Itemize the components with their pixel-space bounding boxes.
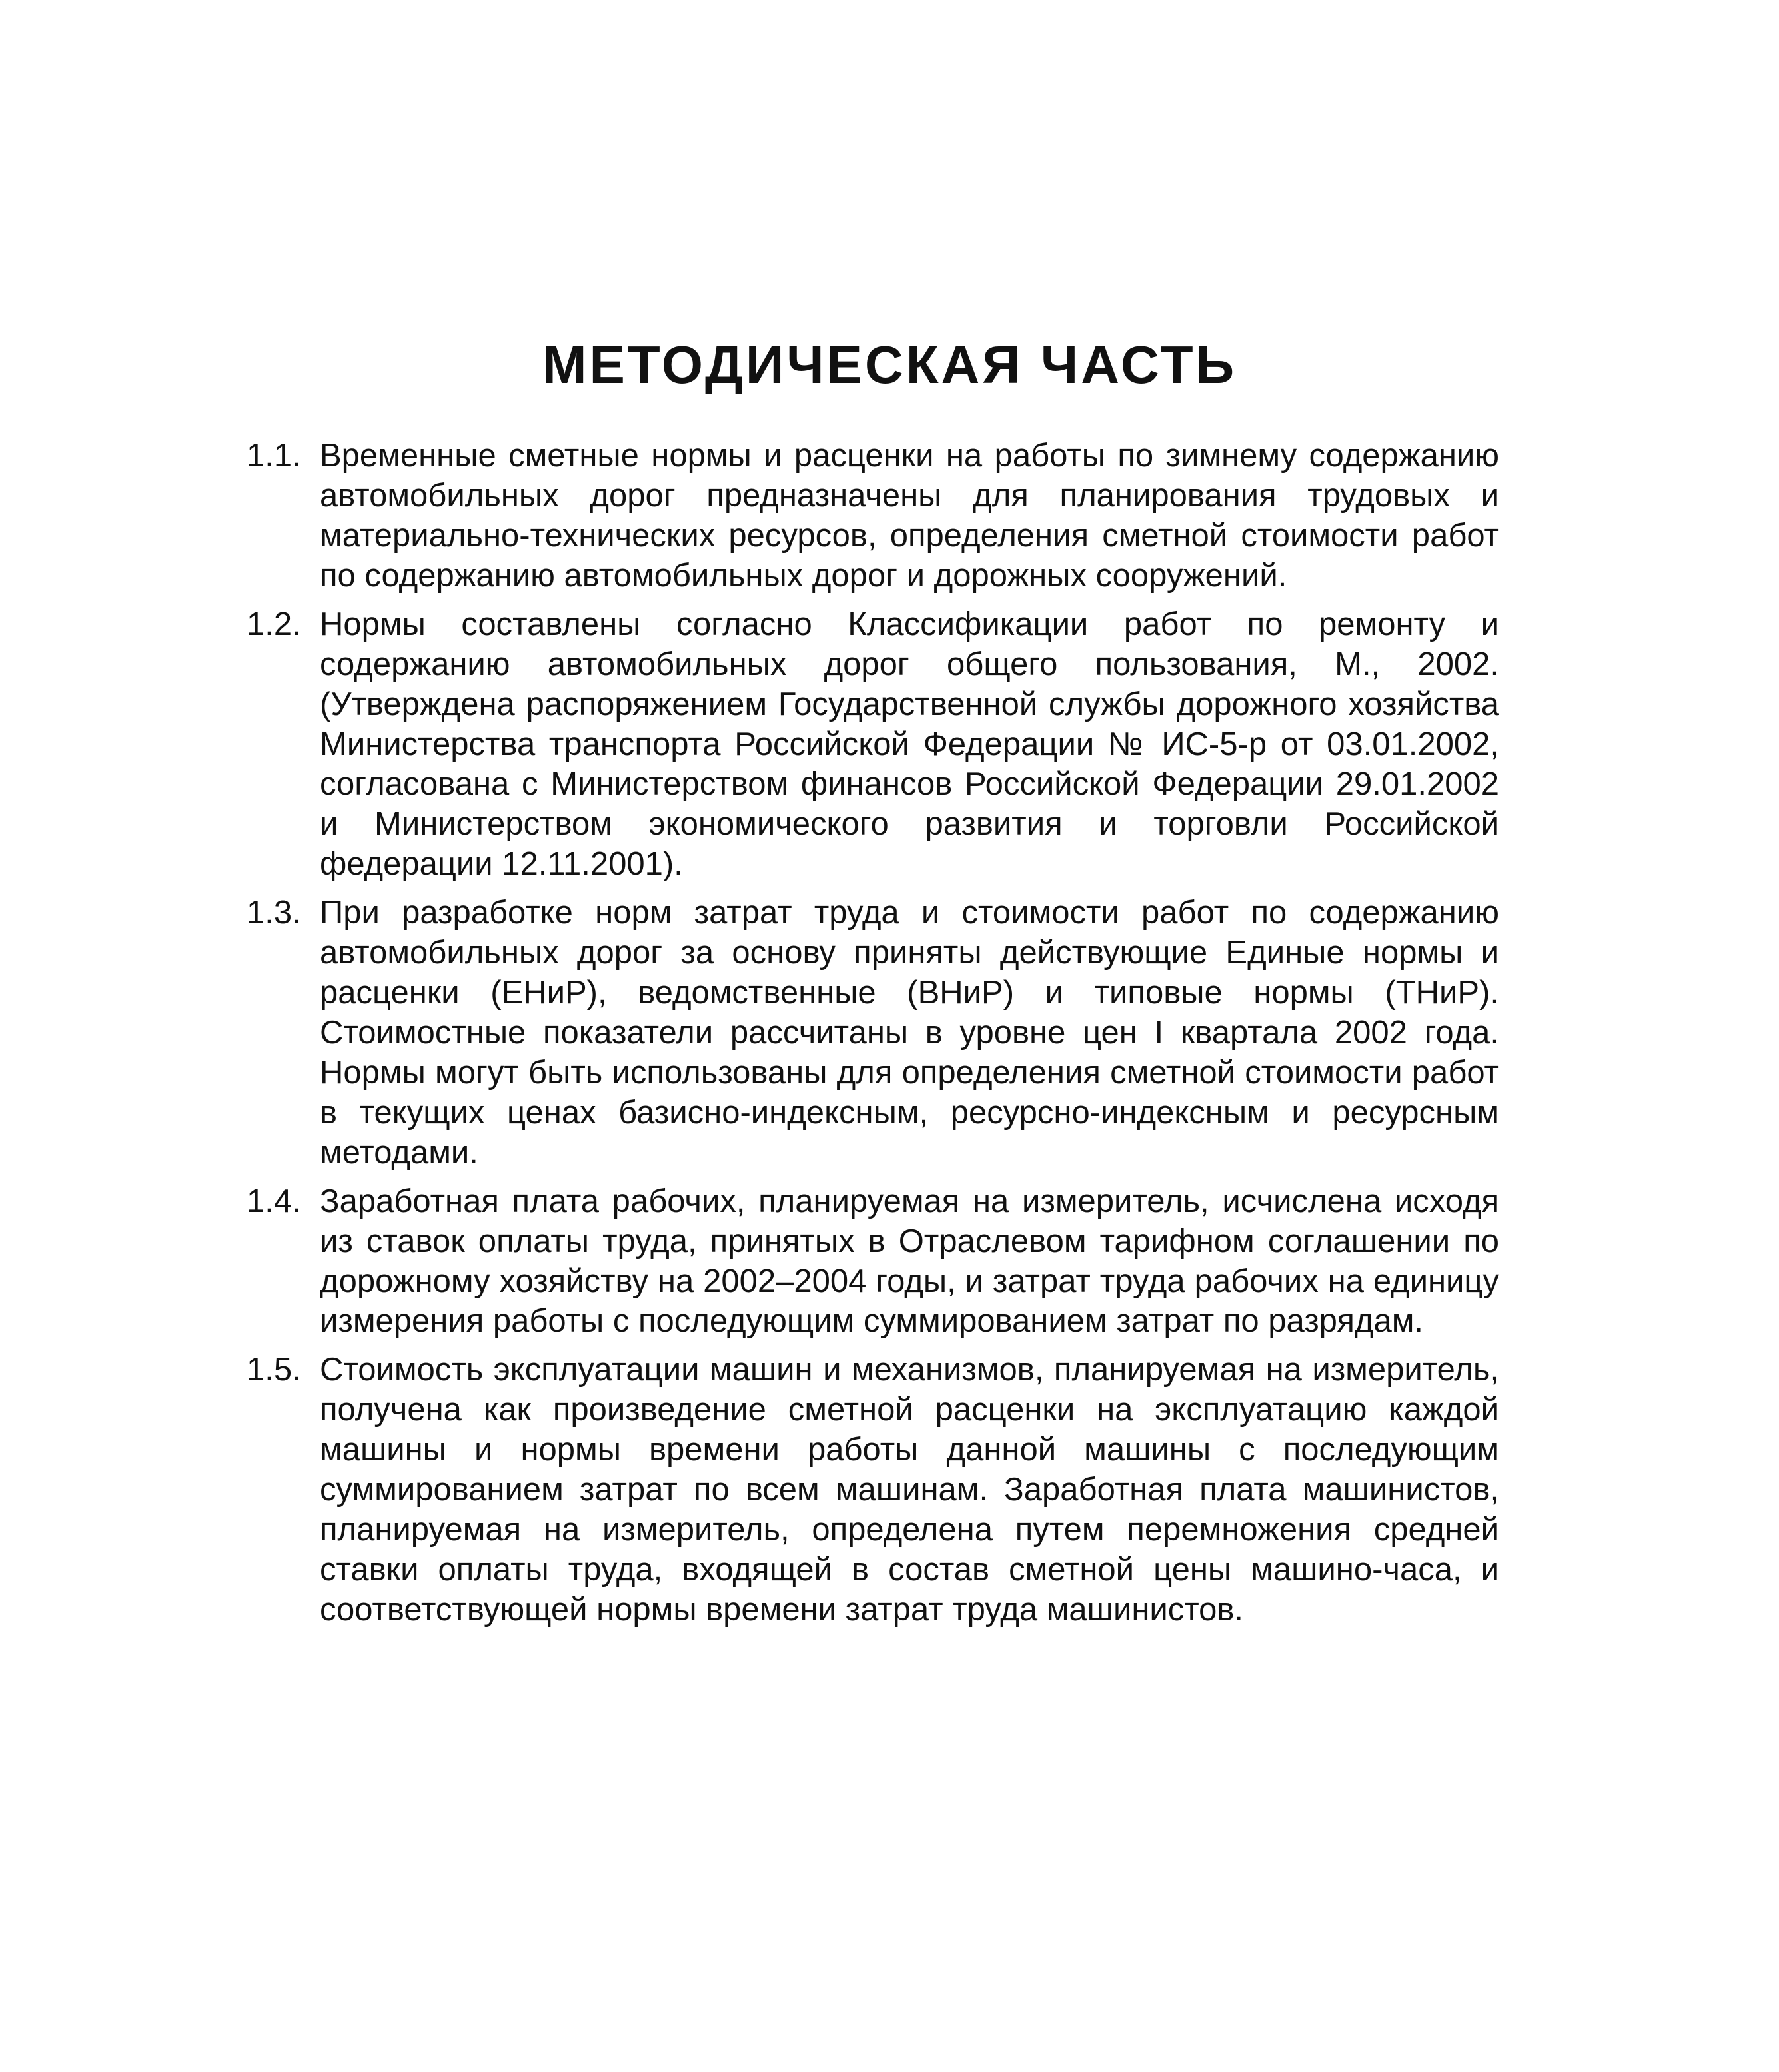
item-text: Нормы составлены согласно Классификации работ по ремонту и содержанию автомобильных дорог общего пользования, М., 2002. (Утверждена распоряжением Государственной службы дорожного хозяйства Министерства транспорта Российской Федерации № ИС-5-р от 03.01.2002, согласована с Министерством финансов Российской Федерации 29.01.2002 и Министерством экономического развития и торговли Российской федерации 12.11.2001). [320, 606, 1499, 882]
list-item [247, 893, 1499, 1173]
item-text: При разработке норм затрат труда и стоимости работ по содержанию автомобильных дорог за основу приняты действующие Единые нормы и расценки (ЕНиР), ведомственные (ВНиР) и типовые нормы (ТНиР). Стоимостные показатели рассчитаны в уровне цен I квартала 2002 года. Нормы могут быть использованы для определения сметной стоимости работ в текущих ценах базисно-индексным, ресурсно-индексным и ресурсным методами. [320, 895, 1499, 1171]
item-number: 1.3. [247, 895, 301, 931]
item-number: 1.2. [247, 606, 301, 642]
list-item [247, 1181, 1499, 1341]
item-text: Временные сметные нормы и расценки на работы по зимнему содержанию автомобильных дорог предназначены для планирования трудовых и материально-технических ресурсов, определения сметной стоимости работ по содержанию автомобильных дорог и дорожных сооружений. [320, 438, 1499, 594]
list-item [247, 1350, 1499, 1630]
page-title: МЕТОДИЧЕСКАЯ ЧАСТЬ [542, 335, 1237, 394]
item-number: 1.1. [247, 438, 301, 474]
list-item [247, 436, 1499, 596]
item-text: Заработная плата рабочих, планируемая на измеритель, исчислена исходя из ставок оплаты труда, принятых в Отраслевом тарифном соглашении по дорожному хозяйству на 2002–2004 годы, и затрат труда рабочих на единицу измерения работы с последующим суммированием затрат по разрядам. [320, 1183, 1499, 1339]
item-number: 1.4. [247, 1183, 301, 1219]
item-number: 1.5. [247, 1352, 301, 1388]
list-item [247, 604, 1499, 884]
section-list [247, 436, 1499, 1638]
item-text: Стоимость эксплуатации машин и механизмов, планируемая на измеритель, получена как произведение сметной расценки на эксплуатацию каждой машины и нормы времени работы данной машины с последующим суммированием затрат по всем машинам. Заработная плата машинистов, планируемая на измеритель, определена путем перемножения средней ставки оплаты труда, входящей в состав сметной цены машино-часа, и соответствующей нормы времени затрат труда машинистов. [320, 1352, 1499, 1628]
